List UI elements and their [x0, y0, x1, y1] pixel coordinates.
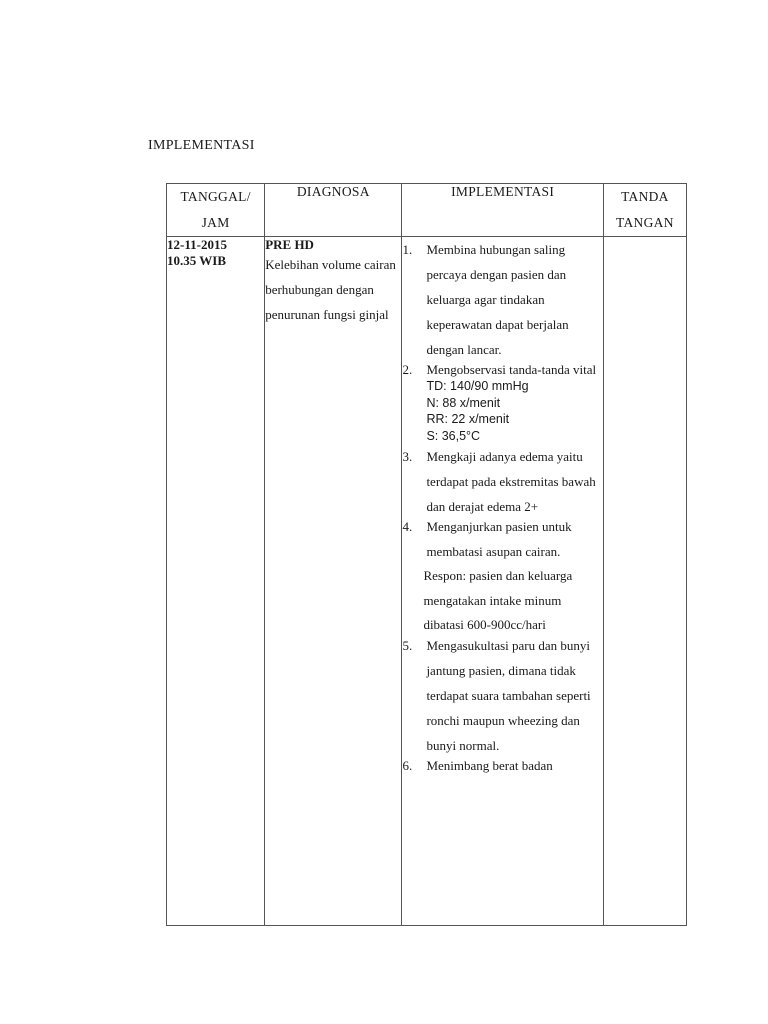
- vital-td: TD: 140/90 mmHg: [426, 379, 529, 393]
- step-number: 2.: [402, 362, 413, 377]
- step-number: 4.: [402, 519, 413, 534]
- header-time-line: JAM: [201, 215, 230, 230]
- page-heading: IMPLEMENTASI: [148, 138, 255, 153]
- date-value: 12-11-2015: [167, 237, 227, 252]
- diagnosis-text: Kelebihan volume cairan berhubungan dengan penurunan fungsi ginjal: [265, 257, 396, 322]
- list-item: [402, 753, 602, 778]
- step-number: 3.: [402, 449, 413, 464]
- list-item: [402, 444, 602, 519]
- step-text: Mengobservasi tanda-tanda vital: [426, 362, 597, 377]
- header-signature: [603, 184, 686, 237]
- header-diagnosis: DIAGNOSA: [265, 184, 402, 237]
- step-number: 5.: [402, 637, 413, 653]
- header-date-line: TANGGAL/: [180, 189, 251, 204]
- header-signature-line2: TANGAN: [616, 215, 674, 230]
- header-date-time: [167, 184, 265, 237]
- step-text: Mengasukultasi paru dan bunyi jantung pasien, dimana tidak terdapat suara tambahan seperti ronchi maupun wheezing dan bunyi normal.: [426, 637, 591, 753]
- vital-n: N: 88 x/menit: [426, 395, 501, 410]
- step-text: Membina hubungan saling percaya dengan pasien dan keluarga agar tindakan keperawatan dapat berjalan dengan lancar.: [426, 242, 569, 357]
- header-implementation: IMPLEMENTASI: [402, 184, 603, 237]
- header-signature-line1: TANDA: [621, 189, 669, 204]
- list-item: [402, 237, 602, 362]
- vital-rr: RR: 22 x/menit: [426, 412, 510, 426]
- time-value: 10.35 WIB: [167, 253, 226, 268]
- step-number: 6.: [402, 757, 413, 773]
- step-number: 1.: [402, 242, 413, 257]
- diagnosis-title: PRE HD: [265, 237, 314, 252]
- implementation-cell: [402, 237, 603, 926]
- implementation-steps: [402, 237, 602, 778]
- signature-cell: [603, 237, 686, 926]
- diagnosis-cell: [265, 237, 402, 926]
- list-item: [402, 633, 602, 758]
- list-item: [402, 357, 602, 444]
- list-item: [402, 514, 602, 638]
- date-time-cell: [167, 237, 265, 926]
- step-text: Mengkaji adanya edema yaitu terdapat pada ekstremitas bawah dan derajat edema 2+: [426, 449, 596, 514]
- response-note: Respon: pasien dan keluarga mengatakan intake minum dibatasi 600-900cc/hari: [423, 568, 573, 632]
- vital-s: S: 36,5°C: [426, 428, 481, 443]
- table-header-row: [167, 184, 687, 237]
- step-text: Menganjurkan pasien untuk membatasi asupan cairan.: [426, 519, 572, 559]
- implementation-table: [166, 183, 687, 926]
- table-row: [167, 237, 687, 926]
- step-text: Menimbang berat badan: [426, 757, 553, 773]
- vital-signs: [426, 378, 602, 444]
